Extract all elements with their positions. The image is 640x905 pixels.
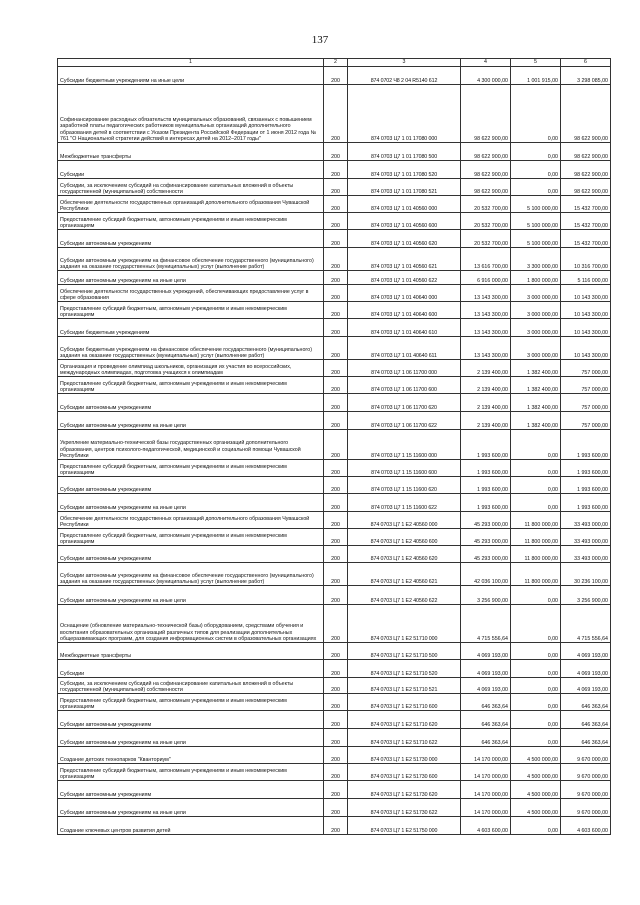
row-sum-2-cell: 3 000 000,00	[511, 302, 561, 319]
row-name-cell: Субсидии автономным учреждениям	[58, 711, 324, 729]
row-grbs-cell: 200	[324, 196, 348, 213]
row-sum-1-cell: 13 143 300,00	[461, 319, 511, 337]
row-grbs-cell: 200	[324, 377, 348, 394]
row-code-cell: 874 0703 Ц7 1 01 40560 622	[348, 271, 461, 285]
row-sum-2-cell: 0,00	[511, 430, 561, 460]
row-grbs-cell: 200	[324, 248, 348, 271]
table-row	[58, 694, 611, 711]
row-sum-2-cell: 3 300 000,00	[511, 248, 561, 271]
row-sum-2-cell: 0,00	[511, 605, 561, 643]
row-sum-2-cell: 5 100 000,00	[511, 213, 561, 230]
row-name-cell: Предоставление субсидий бюджетным, автономным учреждениям и иным некоммерческим организациям	[58, 460, 324, 477]
row-sum-1-cell: 3 256 900,00	[461, 586, 511, 605]
row-code-cell: 874 0703 Ц7 1 E2 40560 000	[348, 512, 461, 529]
row-name-cell: Межбюджетные трансферты	[58, 643, 324, 660]
row-code-cell: 874 0703 Ц7 1 01 40560 620	[348, 230, 461, 248]
row-name-cell: Субсидии бюджетным учреждениям на финансовое обеспечение государственного (муниципального) задания на оказание государственных (муниципальных) услуг (выполнение работ)	[58, 337, 324, 360]
row-sum-3-cell: 10 316 700,00	[561, 248, 611, 271]
row-code-cell: 874 0703 Ц7 1 15 11600 000	[348, 430, 461, 460]
row-sum-3-cell: 1 993 600,00	[561, 460, 611, 477]
row-sum-2-cell: 11 800 000,00	[511, 546, 561, 563]
row-grbs-cell: 200	[324, 711, 348, 729]
row-code-cell: 874 0703 Ц7 1 E2 51730 600	[348, 764, 461, 781]
row-grbs-cell: 200	[324, 477, 348, 494]
row-sum-3-cell: 33 493 000,00	[561, 529, 611, 546]
row-code-cell: 874 0703 Ц7 1 01 17080 520	[348, 161, 461, 179]
row-sum-2-cell: 0,00	[511, 694, 561, 711]
row-code-cell: 874 0702 Ч8 2 04 R5140 612	[348, 67, 461, 85]
row-sum-3-cell: 4 069 193,00	[561, 643, 611, 660]
row-name-cell: Предоставление субсидий бюджетным, автономным учреждениям и иным некоммерческим организациям	[58, 302, 324, 319]
row-grbs-cell: 200	[324, 764, 348, 781]
row-grbs-cell: 200	[324, 799, 348, 817]
row-code-cell: 874 0703 Ц7 1 06 11700 000	[348, 360, 461, 377]
row-sum-1-cell: 98 622 900,00	[461, 161, 511, 179]
table-row	[58, 271, 611, 285]
row-name-cell: Субсидии автономным учреждениям на иные цели	[58, 412, 324, 430]
row-sum-2-cell: 11 800 000,00	[511, 529, 561, 546]
table-row	[58, 529, 611, 546]
row-name-cell: Субсидии автономным учреждениям	[58, 477, 324, 494]
row-name-cell: Оснащение (обновление материально-технической базы) оборудованием, средствами обучения и воспитания образовательных организаций различных типов для реализации дополнительных общеразвивающих программ, для создания информационных систем в образовательных организациях	[58, 605, 324, 643]
row-name-cell: Субсидии автономным учреждениям на финансовое обеспечение государственного (муниципального) задания на оказание государственных (муниципальных) услуг (выполнение работ)	[58, 248, 324, 271]
table-row	[58, 729, 611, 747]
row-name-cell: Создание детских технопарков "Кванториум"	[58, 747, 324, 764]
row-sum-1-cell: 2 139 400,00	[461, 360, 511, 377]
row-sum-1-cell: 45 293 000,00	[461, 512, 511, 529]
row-code-cell: 874 0703 Ц7 1 01 40560 000	[348, 196, 461, 213]
row-code-cell: 874 0703 Ц7 1 E2 51710 500	[348, 643, 461, 660]
row-sum-3-cell: 10 143 300,00	[561, 285, 611, 302]
row-sum-1-cell: 646 363,64	[461, 729, 511, 747]
row-sum-2-cell: 0,00	[511, 678, 561, 694]
column-header-1: 1	[58, 59, 324, 67]
row-sum-1-cell: 13 143 300,00	[461, 302, 511, 319]
table-row	[58, 412, 611, 430]
column-header-3: 3	[348, 59, 461, 67]
table-row	[58, 430, 611, 460]
row-code-cell: 874 0703 Ц7 1 01 40560 621	[348, 248, 461, 271]
row-sum-3-cell: 33 493 000,00	[561, 546, 611, 563]
row-sum-3-cell: 98 622 900,00	[561, 179, 611, 196]
row-sum-2-cell: 3 000 000,00	[511, 285, 561, 302]
row-sum-2-cell: 0,00	[511, 477, 561, 494]
table-row	[58, 143, 611, 161]
row-sum-2-cell: 0,00	[511, 817, 561, 835]
row-grbs-cell: 200	[324, 230, 348, 248]
row-name-cell: Предоставление субсидий бюджетным, автономным учреждениям и иным некоммерческим организациям	[58, 764, 324, 781]
row-sum-1-cell: 4 069 193,00	[461, 678, 511, 694]
row-sum-3-cell: 1 993 600,00	[561, 430, 611, 460]
row-code-cell: 874 0703 Ц7 1 01 40640 610	[348, 319, 461, 337]
row-sum-1-cell: 4 603 600,00	[461, 817, 511, 835]
row-sum-3-cell: 3 298 085,00	[561, 67, 611, 85]
row-sum-1-cell: 20 532 700,00	[461, 196, 511, 213]
row-grbs-cell: 200	[324, 302, 348, 319]
row-grbs-cell: 200	[324, 412, 348, 430]
row-code-cell: 874 0703 Ц7 1 06 11700 622	[348, 412, 461, 430]
row-sum-1-cell: 646 363,64	[461, 711, 511, 729]
table-row	[58, 161, 611, 179]
table-row	[58, 546, 611, 563]
row-sum-3-cell: 757 000,00	[561, 377, 611, 394]
row-sum-2-cell: 1 382 400,00	[511, 394, 561, 412]
row-sum-1-cell: 20 532 700,00	[461, 230, 511, 248]
row-name-cell: Укрепление материально-технической базы государственных организаций дополнительного образования, центров психолого-педагогической, медицинской и социальной помощи Чувашской Республики	[58, 430, 324, 460]
row-grbs-cell: 200	[324, 285, 348, 302]
table-row	[58, 477, 611, 494]
row-name-cell: Софинансирование расходных обязательств муниципальных образований, связанных с повышением заработной платы педагогических работников муниципальных организаций дополнительного образования детей в соответствии с Указом Президента Российской Федерации от 1 июня 2012 года № 761 "О Национальной стратегии действий в интересах детей на 2012–2017 годы"	[58, 85, 324, 143]
row-sum-1-cell: 1 993 600,00	[461, 460, 511, 477]
row-grbs-cell: 200	[324, 660, 348, 678]
row-sum-3-cell: 10 143 300,00	[561, 319, 611, 337]
table-row	[58, 179, 611, 196]
row-sum-3-cell: 9 670 000,00	[561, 747, 611, 764]
table-row	[58, 817, 611, 835]
row-code-cell: 874 0703 Ц7 1 15 11600 622	[348, 494, 461, 512]
row-grbs-cell: 200	[324, 319, 348, 337]
row-name-cell: Субсидии автономным учреждениям на иные цели	[58, 494, 324, 512]
row-sum-3-cell: 3 256 900,00	[561, 586, 611, 605]
table-row	[58, 460, 611, 477]
row-sum-1-cell: 4 069 193,00	[461, 660, 511, 678]
row-code-cell: 874 0703 Ц7 1 01 17080 521	[348, 179, 461, 196]
table-row	[58, 360, 611, 377]
row-name-cell: Субсидии, за исключением субсидий на софинансирование капитальных вложений в объекты государственной (муниципальной) собственности	[58, 179, 324, 196]
table-row	[58, 678, 611, 694]
row-grbs-cell: 200	[324, 394, 348, 412]
row-sum-3-cell: 15 432 700,00	[561, 196, 611, 213]
row-sum-2-cell: 4 500 000,00	[511, 799, 561, 817]
row-code-cell: 874 0703 Ц7 1 E2 51710 622	[348, 729, 461, 747]
table-row	[58, 605, 611, 643]
row-grbs-cell: 200	[324, 161, 348, 179]
row-sum-1-cell: 14 170 000,00	[461, 764, 511, 781]
table-row	[58, 85, 611, 143]
row-grbs-cell: 200	[324, 817, 348, 835]
row-code-cell: 874 0703 Ц7 1 01 40560 600	[348, 213, 461, 230]
row-name-cell: Субсидии, за исключением субсидий на софинансирование капитальных вложений в объекты государственной (муниципальной) собственности	[58, 678, 324, 694]
row-code-cell: 874 0703 Ц7 1 E2 40560 620	[348, 546, 461, 563]
row-sum-3-cell: 98 622 900,00	[561, 143, 611, 161]
row-grbs-cell: 200	[324, 678, 348, 694]
row-sum-2-cell: 0,00	[511, 494, 561, 512]
row-sum-1-cell: 14 170 000,00	[461, 799, 511, 817]
row-sum-2-cell: 1 382 400,00	[511, 377, 561, 394]
column-header-2: 2	[324, 59, 348, 67]
row-name-cell: Субсидии автономным учреждениям	[58, 546, 324, 563]
row-code-cell: 874 0703 Ц7 1 E2 51710 520	[348, 660, 461, 678]
row-sum-2-cell: 11 800 000,00	[511, 563, 561, 586]
row-sum-2-cell: 4 500 000,00	[511, 764, 561, 781]
row-name-cell: Субсидии	[58, 161, 324, 179]
row-sum-2-cell: 1 382 400,00	[511, 360, 561, 377]
row-name-cell: Субсидии автономным учреждениям	[58, 781, 324, 799]
row-name-cell: Межбюджетные трансферты	[58, 143, 324, 161]
row-sum-2-cell: 1 001 915,00	[511, 67, 561, 85]
row-sum-2-cell: 0,00	[511, 643, 561, 660]
table-row	[58, 563, 611, 586]
table-row	[58, 248, 611, 271]
row-sum-3-cell: 1 993 600,00	[561, 477, 611, 494]
row-code-cell: 874 0703 Ц7 1 06 11700 620	[348, 394, 461, 412]
row-sum-3-cell: 4 069 193,00	[561, 660, 611, 678]
row-sum-1-cell: 42 036 100,00	[461, 563, 511, 586]
column-header-6: 6	[561, 59, 611, 67]
row-grbs-cell: 200	[324, 643, 348, 660]
table-row	[58, 213, 611, 230]
row-name-cell: Обеспечение деятельности государственных учреждений, обеспечивающих предоставление услуг в сфере образования	[58, 285, 324, 302]
row-code-cell: 874 0703 Ц7 1 01 17080 500	[348, 143, 461, 161]
row-sum-3-cell: 757 000,00	[561, 394, 611, 412]
row-sum-1-cell: 4 715 556,64	[461, 605, 511, 643]
row-grbs-cell: 200	[324, 67, 348, 85]
row-code-cell: 874 0703 Ц7 1 E2 51710 000	[348, 605, 461, 643]
row-name-cell: Субсидии бюджетным учреждениям	[58, 319, 324, 337]
row-name-cell: Предоставление субсидий бюджетным, автономным учреждениям и иным некоммерческим организациям	[58, 213, 324, 230]
row-name-cell: Субсидии автономным учреждениям на иные цели	[58, 586, 324, 605]
row-grbs-cell: 200	[324, 271, 348, 285]
row-sum-1-cell: 20 532 700,00	[461, 213, 511, 230]
row-grbs-cell: 200	[324, 430, 348, 460]
row-sum-2-cell: 5 100 000,00	[511, 196, 561, 213]
row-sum-2-cell: 11 800 000,00	[511, 512, 561, 529]
row-grbs-cell: 200	[324, 529, 348, 546]
table-row	[58, 196, 611, 213]
row-grbs-cell: 200	[324, 586, 348, 605]
row-name-cell: Субсидии автономным учреждениям на финансовое обеспечение государственного (муниципального) задания на оказание государственных (муниципальных) услуг (выполнение работ)	[58, 563, 324, 586]
row-sum-3-cell: 4 715 556,64	[561, 605, 611, 643]
row-sum-1-cell: 13 143 300,00	[461, 285, 511, 302]
row-sum-1-cell: 13 616 700,00	[461, 248, 511, 271]
row-name-cell: Предоставление субсидий бюджетным, автономным учреждениям и иным некоммерческим организациям	[58, 377, 324, 394]
row-grbs-cell: 200	[324, 694, 348, 711]
table-row	[58, 586, 611, 605]
row-code-cell: 874 0703 Ц7 1 E2 40560 621	[348, 563, 461, 586]
column-header-4: 4	[461, 59, 511, 67]
row-name-cell: Субсидии бюджетным учреждениям на иные цели	[58, 67, 324, 85]
row-sum-2-cell: 4 500 000,00	[511, 747, 561, 764]
row-sum-2-cell: 4 500 000,00	[511, 781, 561, 799]
row-code-cell: 874 0703 Ц7 1 E2 40560 622	[348, 586, 461, 605]
row-sum-3-cell: 15 432 700,00	[561, 230, 611, 248]
table-row	[58, 394, 611, 412]
row-code-cell: 874 0703 Ц7 1 E2 51730 000	[348, 747, 461, 764]
row-sum-2-cell: 3 000 000,00	[511, 337, 561, 360]
row-grbs-cell: 200	[324, 360, 348, 377]
row-sum-1-cell: 98 622 900,00	[461, 143, 511, 161]
row-sum-1-cell: 98 622 900,00	[461, 179, 511, 196]
row-sum-3-cell: 10 143 300,00	[561, 302, 611, 319]
row-sum-2-cell: 0,00	[511, 143, 561, 161]
row-sum-1-cell: 1 993 600,00	[461, 477, 511, 494]
budget-table	[57, 58, 611, 835]
table-row	[58, 660, 611, 678]
row-code-cell: 874 0703 Ц7 1 01 40640 611	[348, 337, 461, 360]
row-name-cell: Субсидии автономным учреждениям	[58, 394, 324, 412]
row-code-cell: 874 0703 Ц7 1 06 11700 600	[348, 377, 461, 394]
row-sum-1-cell: 13 143 300,00	[461, 337, 511, 360]
table-row	[58, 337, 611, 360]
row-sum-3-cell: 9 670 000,00	[561, 781, 611, 799]
row-code-cell: 874 0703 Ц7 1 E2 51710 600	[348, 694, 461, 711]
row-sum-2-cell: 0,00	[511, 179, 561, 196]
row-sum-3-cell: 646 363,64	[561, 711, 611, 729]
row-sum-2-cell: 0,00	[511, 161, 561, 179]
row-grbs-cell: 200	[324, 179, 348, 196]
row-code-cell: 874 0703 Ц7 1 01 40640 000	[348, 285, 461, 302]
row-sum-3-cell: 9 670 000,00	[561, 764, 611, 781]
row-sum-2-cell: 5 100 000,00	[511, 230, 561, 248]
row-grbs-cell: 200	[324, 546, 348, 563]
row-sum-2-cell: 0,00	[511, 586, 561, 605]
row-sum-1-cell: 2 139 400,00	[461, 394, 511, 412]
table-row	[58, 319, 611, 337]
row-sum-3-cell: 757 000,00	[561, 360, 611, 377]
row-sum-1-cell: 45 293 000,00	[461, 529, 511, 546]
row-sum-2-cell: 0,00	[511, 660, 561, 678]
row-grbs-cell: 200	[324, 494, 348, 512]
row-sum-2-cell: 1 382 400,00	[511, 412, 561, 430]
row-sum-1-cell: 14 170 000,00	[461, 781, 511, 799]
row-grbs-cell: 200	[324, 729, 348, 747]
budget-table-body	[58, 67, 611, 835]
table-row	[58, 747, 611, 764]
row-name-cell: Организация и проведение олимпиад школьников, организация их участия во всероссийских, международных олимпиадах, подготовка учащихся к олимпиадам	[58, 360, 324, 377]
row-sum-1-cell: 4 069 193,00	[461, 643, 511, 660]
table-row	[58, 230, 611, 248]
table-row	[58, 781, 611, 799]
row-name-cell: Субсидии	[58, 660, 324, 678]
row-sum-3-cell: 98 622 900,00	[561, 161, 611, 179]
table-row	[58, 711, 611, 729]
row-name-cell: Обеспечение деятельности государственных организаций дополнительного образования Чувашской Республики	[58, 512, 324, 529]
row-code-cell: 874 0703 Ц7 1 E2 51710 521	[348, 678, 461, 694]
row-sum-2-cell: 0,00	[511, 729, 561, 747]
row-sum-3-cell: 4 603 600,00	[561, 817, 611, 835]
row-sum-2-cell: 0,00	[511, 460, 561, 477]
row-sum-2-cell: 1 800 000,00	[511, 271, 561, 285]
row-grbs-cell: 200	[324, 563, 348, 586]
row-code-cell: 874 0703 Ц7 1 15 11600 620	[348, 477, 461, 494]
row-sum-3-cell: 98 622 900,00	[561, 85, 611, 143]
row-grbs-cell: 200	[324, 512, 348, 529]
row-sum-1-cell: 2 139 400,00	[461, 412, 511, 430]
row-name-cell: Субсидии автономным учреждениям на иные цели	[58, 729, 324, 747]
row-grbs-cell: 200	[324, 143, 348, 161]
row-name-cell: Создание ключевых центров развития детей	[58, 817, 324, 835]
table-row	[58, 302, 611, 319]
row-sum-1-cell: 98 622 900,00	[461, 85, 511, 143]
row-sum-3-cell: 757 000,00	[561, 412, 611, 430]
row-sum-2-cell: 0,00	[511, 711, 561, 729]
page-number: 137	[311, 34, 329, 46]
row-grbs-cell: 200	[324, 747, 348, 764]
table-row	[58, 494, 611, 512]
row-sum-2-cell: 0,00	[511, 85, 561, 143]
column-number-row	[58, 59, 611, 67]
row-grbs-cell: 200	[324, 85, 348, 143]
row-sum-3-cell: 33 493 000,00	[561, 512, 611, 529]
table-row	[58, 377, 611, 394]
row-grbs-cell: 200	[324, 337, 348, 360]
table-row	[58, 67, 611, 85]
row-code-cell: 874 0703 Ц7 1 15 11600 600	[348, 460, 461, 477]
row-sum-1-cell: 14 170 000,00	[461, 747, 511, 764]
row-sum-1-cell: 4 300 000,00	[461, 67, 511, 85]
row-grbs-cell: 200	[324, 460, 348, 477]
row-grbs-cell: 200	[324, 605, 348, 643]
table-row	[58, 285, 611, 302]
row-code-cell: 874 0703 Ц7 1 E2 51730 622	[348, 799, 461, 817]
row-name-cell: Предоставление субсидий бюджетным, автономным учреждениям и иным некоммерческим организациям	[58, 529, 324, 546]
row-sum-3-cell: 1 993 600,00	[561, 494, 611, 512]
table-row	[58, 643, 611, 660]
row-grbs-cell: 200	[324, 213, 348, 230]
row-sum-1-cell: 2 139 400,00	[461, 377, 511, 394]
row-sum-3-cell: 4 069 193,00	[561, 678, 611, 694]
column-header-5: 5	[511, 59, 561, 67]
table-row	[58, 764, 611, 781]
row-sum-2-cell: 3 000 000,00	[511, 319, 561, 337]
row-grbs-cell: 200	[324, 781, 348, 799]
row-code-cell: 874 0703 Ц7 1 E2 51710 620	[348, 711, 461, 729]
row-sum-3-cell: 10 143 300,00	[561, 337, 611, 360]
row-sum-1-cell: 45 293 000,00	[461, 546, 511, 563]
row-name-cell: Субсидии автономным учреждениям на иные цели	[58, 271, 324, 285]
row-sum-1-cell: 646 363,64	[461, 694, 511, 711]
row-sum-3-cell: 9 670 000,00	[561, 799, 611, 817]
table-row	[58, 512, 611, 529]
row-code-cell: 874 0703 Ц7 1 E2 51750 000	[348, 817, 461, 835]
row-name-cell: Субсидии автономным учреждениям	[58, 230, 324, 248]
row-code-cell: 874 0703 Ц7 1 01 17080 000	[348, 85, 461, 143]
row-sum-3-cell: 5 116 000,00	[561, 271, 611, 285]
row-sum-1-cell: 1 993 600,00	[461, 430, 511, 460]
row-sum-3-cell: 30 236 100,00	[561, 563, 611, 586]
row-sum-1-cell: 1 993 600,00	[461, 494, 511, 512]
row-sum-1-cell: 6 916 000,00	[461, 271, 511, 285]
table-row	[58, 799, 611, 817]
row-sum-3-cell: 646 363,64	[561, 694, 611, 711]
row-name-cell: Субсидии автономным учреждениям на иные цели	[58, 799, 324, 817]
row-name-cell: Обеспечение деятельности государственных организаций дополнительного образования Чувашской Республики	[58, 196, 324, 213]
row-sum-3-cell: 646 363,64	[561, 729, 611, 747]
row-code-cell: 874 0703 Ц7 1 01 40640 600	[348, 302, 461, 319]
row-code-cell: 874 0703 Ц7 1 E2 40560 600	[348, 529, 461, 546]
row-code-cell: 874 0703 Ц7 1 E2 51730 620	[348, 781, 461, 799]
row-sum-3-cell: 15 432 700,00	[561, 213, 611, 230]
row-name-cell: Предоставление субсидий бюджетным, автономным учреждениям и иным некоммерческим организациям	[58, 694, 324, 711]
